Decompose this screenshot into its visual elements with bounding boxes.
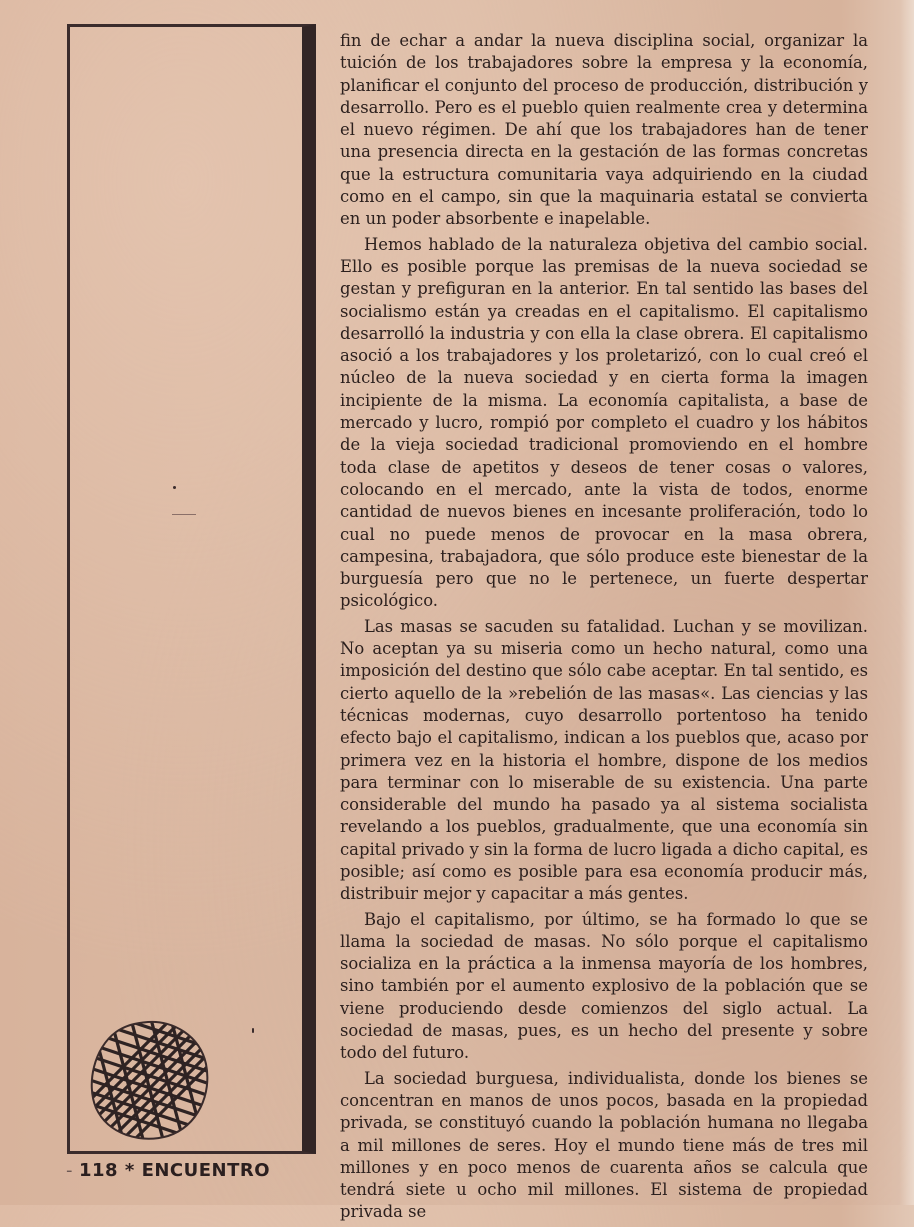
page-number: 118 xyxy=(79,1160,119,1181)
magazine-name: ENCUENTRO xyxy=(141,1160,271,1181)
ink-speck xyxy=(172,514,196,515)
paragraph: Bajo el capitalismo, por último, se ha formado lo que se llama la sociedad de masas. No sólo porque el capitalismo socializa en la práctica a la inmensa mayoría de los hombres, sino también por el aumento explosivo de la población que se viene produciendo desde comienzos del siglo actual. La sociedad de masas, pues, es un hecho del presente y sobre todo del futuro. xyxy=(340,909,868,1063)
footer-separator: * xyxy=(124,1160,135,1181)
decorative-frame xyxy=(67,24,316,1154)
crosshatch-emblem xyxy=(88,1018,212,1142)
footer-dash: - xyxy=(66,1160,73,1181)
paragraph: Las masas se sacuden su fatalidad. Luchan y se movilizan. No aceptan ya su miseria como un hecho natural, como una imposición del destino que sólo cabe aceptar. En tal sentido, es cierto aquello de la »rebelión de las masas«. Las ciencias y las técnicas modernas, cuyo desarrollo portentoso ha tenido efecto bajo el capitalismo, indican a los pueblos que, acaso por primera vez en la historia el hombre, dispone de los medios para terminar con lo miserable de su existencia. Una parte considerable del mundo ha pasado ya al sistema socialista revelando a los pueblos, gradualmente, que una economía sin capital privado y sin la forma de lucro ligada a dicho capital, es posible; así como es posible para esa economía producir más, distribuir mejor y capacitar a más gentes. xyxy=(340,616,868,904)
page-edge xyxy=(900,0,914,1205)
paragraph: La sociedad burguesa, individualista, donde los bienes se concentran en manos de unos pocos, basada en la propiedad privada, se constituyó cuando la población humana no llegaba a mil millones de seres. Hoy el mundo tiene más de tres mil millones y en poco menos de cuarenta años se calcula que tendrá siete u ocho mil millones. El sistema de propiedad privada se xyxy=(340,1068,868,1222)
ink-speck xyxy=(252,1028,254,1033)
ink-speck xyxy=(173,486,176,489)
page-footer xyxy=(66,1160,270,1181)
paragraph: Hemos hablado de la naturaleza objetiva del cambio social. Ello es posible porque las premisas de la nueva sociedad se gestan y prefiguran en la anterior. En tal sentido las bases del socialismo están ya creadas en el capitalismo. El capitalismo desarrolló la industria y con ella la clase obrera. El capitalismo asoció a los trabajadores y los proletarizó, con lo cual creó el núcleo de la nueva sociedad y en cierta forma la imagen incipiente de la misma. La economía capitalista, a base de mercado y lucro, rompió por completo el cuadro y los hábitos de la vieja sociedad tradicional promoviendo en el hombre toda clase de apetitos y deseos de tener cosas o valores, colocando en el mercado, ante la vista de todos, enorme cantidad de nuevos bienes en incesante proliferación, todo lo cual no puede menos de provocar en la masa obrera, campesina, trabajadora, que sólo produce este bienestar de la burguesía pero que no le pertenece, un fuerte despertar psicológico. xyxy=(340,234,868,611)
paragraph: fin de echar a andar la nueva disciplina social, organizar la tuición de los trabajadores sobre la empresa y la economía, planificar el conjunto del proceso de producción, distribución y desarrollo. Pero es el pueblo quien realmente crea y determina el nuevo régimen. De ahí que los trabajadores han de tener una presencia directa en la gestación de las formas concretas que la estructura comunitaria vaya adquiriendo en la ciudad como en el campo, sin que la maquinaria estatal se convierta en un poder absorbente e inapelable. xyxy=(340,31,868,229)
article-body xyxy=(340,30,868,1227)
